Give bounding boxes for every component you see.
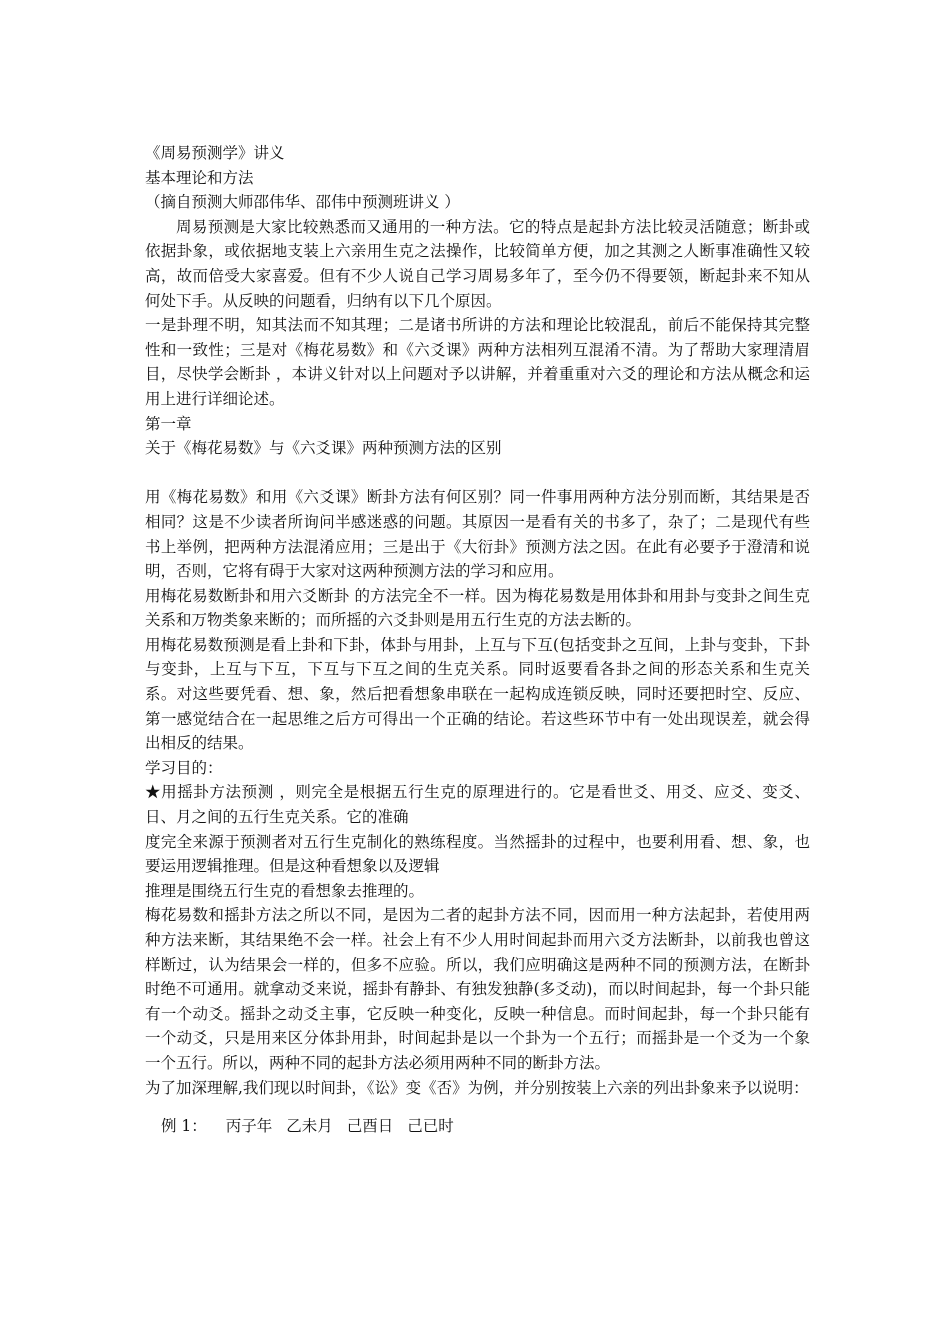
learning-goal-heading: 学习目的：	[145, 758, 223, 777]
example-line	[145, 1114, 810, 1139]
body-paragraph-5: ★用摇卦方法预测 ，则完全是根据五行生克的原理进行的。它是看世爻、用爻、应爻、变爻、日、月之间的五行生克关系。它的准确	[145, 783, 810, 827]
example-month: 乙未月	[286, 1117, 333, 1136]
body-paragraph-7: 推理是围绕五行生克的看想象去推理的。	[145, 881, 425, 900]
document-subtitle: 基本理论和方法	[145, 168, 254, 187]
example-label: 例 1：	[161, 1117, 207, 1136]
document-page	[145, 141, 810, 1139]
intro-paragraph-1: 周易预测是大家比较熟悉而又通用的一种方法。它的特点是起卦方法比较灵活随意；断卦或依据卦象，或依据地支装上六亲用生克之法操作，比较简单方便，加之其测之人断事准确性又较高，故而倍受大家喜爱。但有不少人说自己学习周易多年了，至今仍不得要领，断起卦来不知从何处下手。从反映的问题看，归纳有以下几个原因。	[145, 217, 810, 310]
body-paragraph-1: 用《梅花易数》和用《六爻课》断卦方法有何区别？同一件事用两种方法分别而断，其结果是否相同？这是不少读者所询问半感迷惑的问题。其原因一是看有关的书多了，杂了；二是现代有些书上举例，把两种方法混淆应用；三是出于《大衍卦》预测方法之因。在此有必要予于澄清和说明，否则，它将有碍于大家对这两种预测方法的学习和应用。	[145, 488, 810, 581]
body-paragraph-8: 梅花易数和摇卦方法之所以不同，是因为二者的起卦方法不同，因而用一种方法起卦，若使用两种方法来断，其结果绝不会一样。社会上有不少人用时间起卦而用六爻方法断卦，以前我也曾这样断过，认为结果会一样的，但多不应验。所以，我们应明确这是两种不同的预测方法，在断卦时绝不可通用。就拿动爻来说，摇卦有静卦、有独发独静(多爻动)，而以时间起卦，每一个卦只能有一个动爻。摇卦之动爻主事，它反映一种变化，反映一种信息。而时间起卦，每一个卦只能有一个动爻，只是用来区分体卦用卦，时间起卦是以一个卦为一个五行；而摇卦是一个爻为一个象一个五行。所以，两种不同的起卦方法必须用两种不同的断卦方法。	[145, 906, 810, 1072]
body-paragraph-3: 用梅花易数预测是看上卦和下卦，体卦与用卦，上互与下互(包括变卦之互间，上卦与变卦，下卦与变卦，上互与下互，下互与下互之间的生克关系。同时返要看各卦之间的形态关系和生克关系。对这些要凭看、想、象，然后把看想象串联在一起构成连锁反映，同时还要把时空、反应、第一感觉结合在一起思维之后方可得出一个正确的结论。若这些环节中有一处出现误差，就会得出相反的结果。	[145, 635, 810, 753]
body-paragraph-9: 为了加深理解,我们现以时间卦，《讼》变《否》为例，并分别按装上六亲的列出卦象来予以说明：	[145, 1078, 809, 1097]
chapter-label: 第一章	[145, 414, 192, 433]
body-paragraph-6: 度完全来源于预测者对五行生克制化的熟练程度。当然摇卦的过程中，也要利用看、想、象，也要运用逻辑推理。但是这种看想象以及逻辑	[145, 832, 810, 876]
example-hour: 己已时	[407, 1117, 454, 1136]
document-source-note: （摘自预测大师邵伟华、邵伟中预测班讲义 ）	[145, 193, 460, 212]
example-year: 丙子年	[225, 1117, 273, 1136]
intro-paragraph-2: 一是卦理不明，知其法而不知其理；二是诸书所讲的方法和理论比较混乱，前后不能保持其完整性和一致性；三是对《梅花易数》和《六爻课》两种方法相列互混淆不清。为了帮助大家理清眉目，尽快学会断卦 ，本讲义针对以上问题对予以讲解，并着重重对六爻的理论和方法从概念和运用上进行详细论述。	[145, 316, 810, 408]
chapter-title: 关于《梅花易数》与《六爻课》两种预测方法的区别	[145, 439, 502, 458]
blank-line	[145, 461, 810, 486]
body-paragraph-2: 用梅花易数断卦和用六爻断卦 的方法完全不一样。因为梅花易数是用体卦和用卦与变卦之间生克关系和万物类象来断的；而所摇的六爻卦则是用五行生克的方法去断的。	[145, 586, 810, 630]
document-title: 《周易预测学》讲义	[145, 144, 285, 162]
example-day: 己酉日	[346, 1117, 394, 1136]
